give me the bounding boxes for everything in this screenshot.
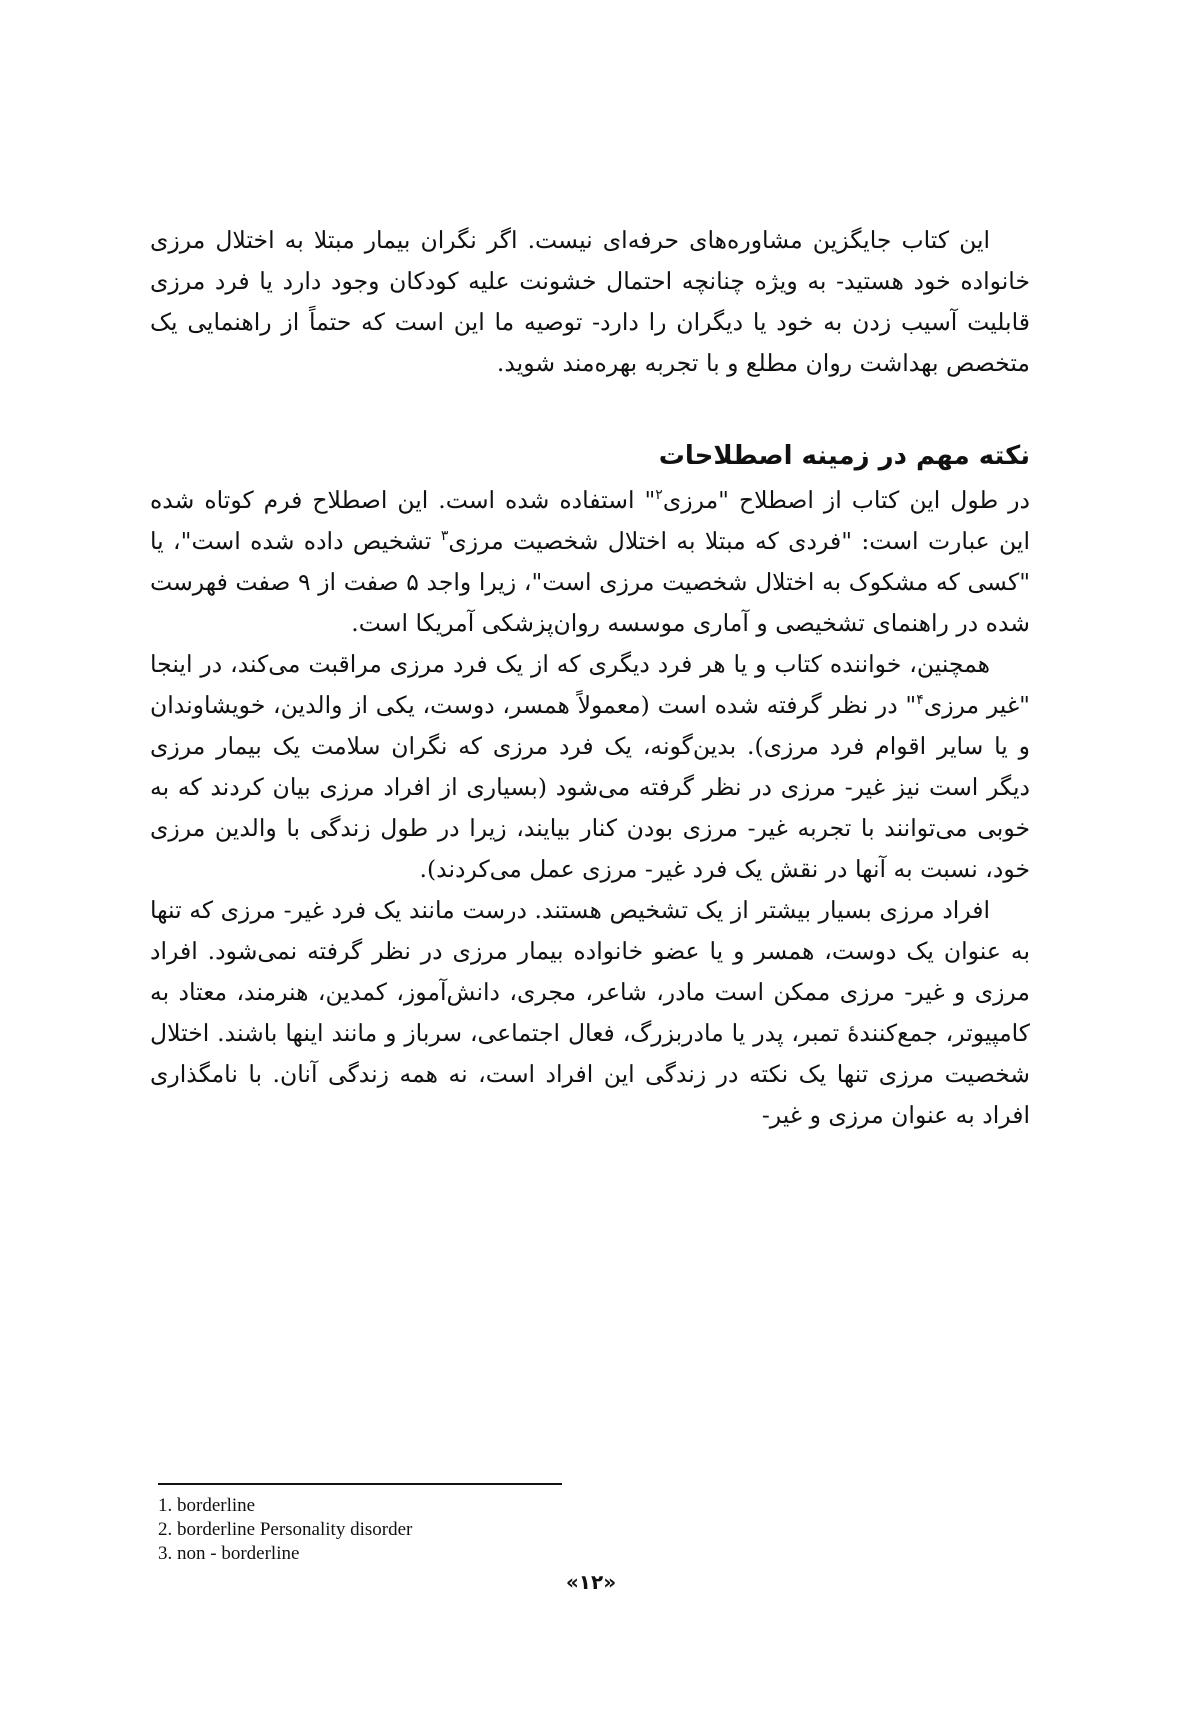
non-borderline-paragraph: [150, 644, 1030, 890]
footnote-item: 1. borderline: [158, 1495, 256, 1516]
footnote-divider: [158, 1483, 562, 1485]
non-borderline-text-2: " در نظر گرفته شده است (معمولاً همسر، دوست، یکی از والدین، خویشاوندان و یا سایر اقوام فرد مرزی). بدین‌گونه، یک فرد مرزی که نگران سلامت یک بیمار مرزی دیگر است نیز غیر- مرزی در نظر گرفته می‌شود (بسیاری از افراد مرزی بیان کردند که به خوبی می‌توانند با تجربه غیر- مرزی بودن کنار بیایند، زیرا در طول زندگی با والدین مرزی خود، نسبت به آنها در نقش یک فرد غیر- مرزی عمل می‌کردند).: [150, 691, 1030, 883]
non-borderline-text-1: همچنین، خواننده کتاب و یا هر فرد دیگری که از یک فرد مرزی مراقبت می‌کند، در اینجا "غیر مرزی: [150, 650, 1030, 719]
terminology-text-3: تشخیص داده شده است"، یا "کسی که مشکوک به اختلال شخصیت مرزی است"، زیرا واجد ۵ صفت از ۹ صفت فهرست شده در راهنمای تشخیصی و آماری موسسه روان‌پزشکی آمریکا است.: [150, 527, 1030, 637]
footnote-ref-2[interactable]: ۲: [655, 487, 663, 504]
diagnosis-paragraph: افراد مرزی بسیار بیشتر از یک تشخیص هستند. درست مانند یک فرد غیر- مرزی که تنها به عنوان یک دوست، همسر و یا عضو خانواده بیمار مرزی در نظر گرفته نمی‌شود. افراد مرزی و غیر- مرزی ممکن است مادر، شاعر، مجری، دانش‌آموز، کمدین، هنرمند، معتاد به کامپیوتر، جمع‌کنندهٔ تمبر، پدر یا مادربزرگ، فعال اجتماعی، سرباز و مانند اینها باشند. اختلال شخصیت مرزی تنها یک نکته در زندگی این افراد است، نه همه زندگی آنان. با نامگذاری افراد به عنوان مرزی و غیر-: [150, 896, 1030, 1129]
intro-paragraph: این کتاب جایگزین مشاوره‌های حرفه‌ای نیست. اگر نگران بیمار مبتلا به اختلال مرزی خانواده خود هستید- به ویژه چنانچه احتمال خشونت علیه کودکان وجود دارد یا فرد مرزی قابلیت آسیب زدن به خود یا دیگران را دارد- توصیه ما این است که حتماً از راهنمایی یک متخصص بهداشت روان مطلع و با تجربه بهره‌مند شوید.: [150, 226, 1030, 377]
section-heading: نکته مهم در زمینه اصطلاحات: [658, 441, 1030, 471]
terminology-paragraph: [150, 480, 1030, 644]
footnotes: [158, 1494, 758, 1566]
footnote-ref-4[interactable]: ۴: [916, 692, 924, 709]
footnote-item: 2. borderline Personality disorder: [158, 1519, 413, 1540]
footnote-ref-3[interactable]: ۳: [440, 528, 449, 545]
footnote-item: 3. non - borderline: [158, 1543, 300, 1564]
terminology-text-2: " استفاده شده است. این اصطلاح فرم کوتاه شده این عبارت است: "فردی که مبتلا به اختلال شخصیت مرزی: [150, 486, 1030, 555]
page-body: [150, 220, 1030, 1136]
page-number: «۱۲»: [565, 1570, 617, 1594]
terminology-text-1: در طول این کتاب از اصطلاح "مرزی: [662, 486, 1030, 514]
